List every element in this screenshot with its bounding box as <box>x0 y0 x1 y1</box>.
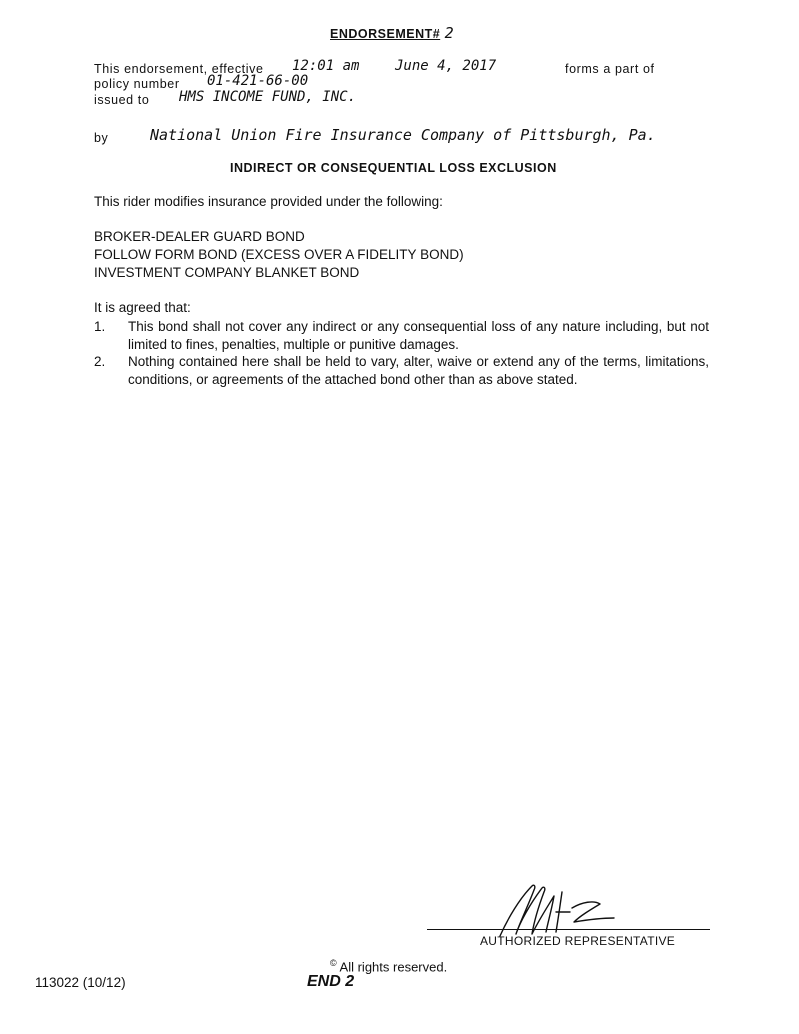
copyright-text: All rights reserved. <box>339 959 448 975</box>
effective-date: June 4, 2017 <box>395 58 497 74</box>
policy-number: 01-421-66-00 <box>207 73 309 89</box>
endorsement-heading <box>330 24 454 43</box>
agreement-intro: It is agreed that: <box>94 300 191 315</box>
authorized-representative-label: AUTHORIZED REPRESENTATIVE <box>480 934 676 948</box>
document-title: INDIRECT OR CONSEQUENTIAL LOSS EXCLUSION <box>230 161 557 175</box>
policy-number-label: policy number <box>94 77 180 91</box>
by-label: by <box>94 131 109 145</box>
clause-number: 1. <box>94 319 106 334</box>
insurer-name: National Union Fire Insurance Company of Pittsburgh, Pa. <box>150 126 656 144</box>
clause-text: Nothing contained here shall be held to vary, alter, waive or extend any of the terms, limitations, conditions, or agreements of the attached bond other than as above stated. <box>128 354 709 387</box>
copyright-notice <box>330 958 447 974</box>
bond-type-item: INVESTMENT COMPANY BLANKET BOND <box>94 265 360 280</box>
forms-part-label: forms a part of <box>565 62 655 76</box>
issued-to-name: HMS INCOME FUND, INC. <box>179 89 357 105</box>
end-label: END 2 <box>307 973 355 990</box>
clause-text: This bond shall not cover any indirect or any consequential loss of any nature including, but not limited to fines, penalties, multiple or punitive damages. <box>128 319 709 352</box>
bond-type-item: BROKER-DEALER GUARD BOND <box>94 229 305 244</box>
effective-label: This endorsement, effective <box>94 62 264 76</box>
effective-time: 12:01 am <box>292 58 360 74</box>
clause-item <box>94 318 709 353</box>
bond-type-item: FOLLOW FORM BOND (EXCESS OVER A FIDELITY BOND) <box>94 247 464 262</box>
intro-text: This rider modifies insurance provided under the following: <box>94 194 443 209</box>
issued-to-label: issued to <box>94 93 150 107</box>
clause-item <box>94 353 709 388</box>
clause-number: 2. <box>94 354 106 369</box>
form-number: 113022 (10/12) <box>35 975 126 990</box>
endorsement-label: ENDORSEMENT# <box>330 27 441 41</box>
copyright-symbol: © <box>330 958 337 968</box>
signature-line <box>427 929 710 930</box>
endorsement-number: 2 <box>444 24 454 42</box>
